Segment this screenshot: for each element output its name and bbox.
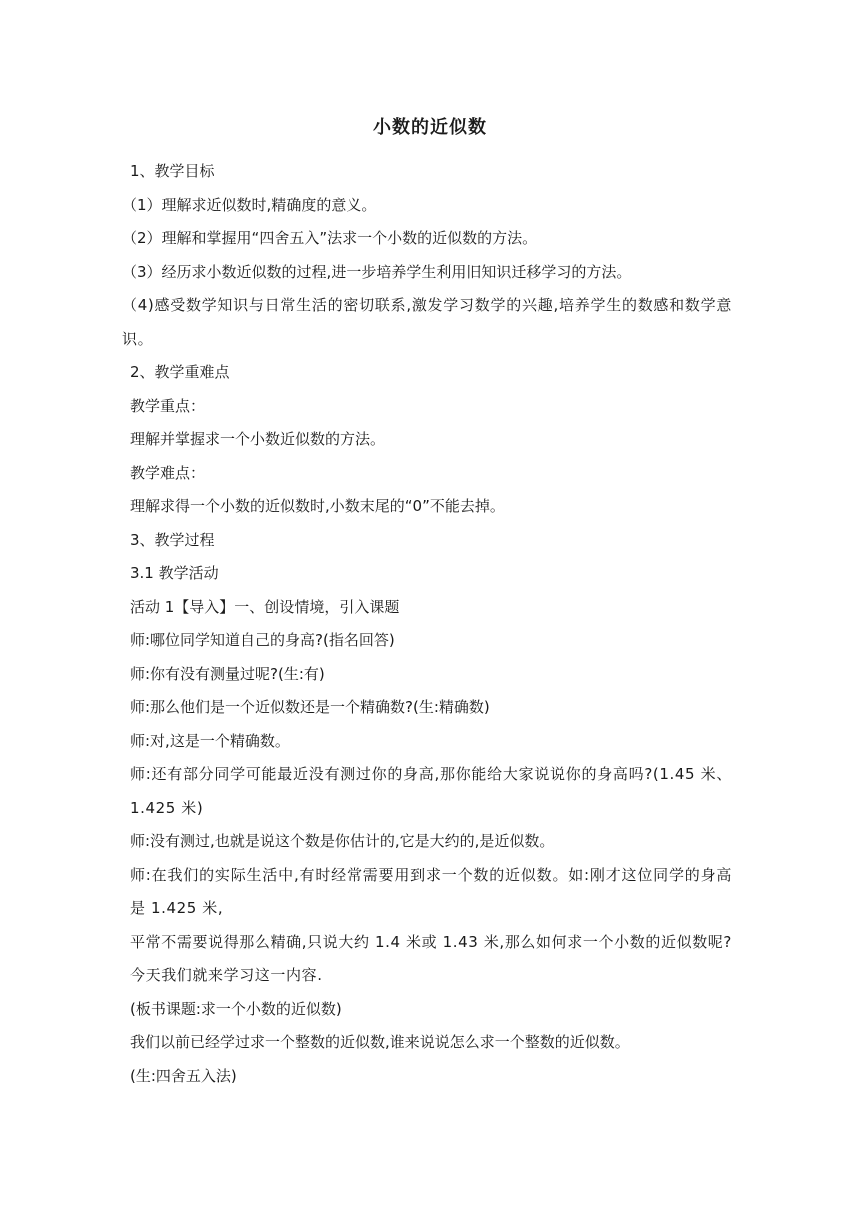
key-point-label: 教学重点： xyxy=(130,396,206,415)
section-heading-process: 3、教学过程 xyxy=(130,530,215,549)
dialogue-line: 师:那么他们是一个近似数还是一个精确数?(生:精确数) xyxy=(130,698,490,716)
student-answer: (生:四舍五入法) xyxy=(130,1066,237,1085)
difficulty-label: 教学难点： xyxy=(130,463,206,482)
dialogue-line: 师:还有部分同学可能最近没有测过你的身高,那你能给大家说说你的身高吗?(1.45 米、1.425 米) xyxy=(130,765,732,817)
subsection-heading-activities: 3.1 教学活动 xyxy=(130,564,219,582)
objective-item-4: （4)感受数学知识与日常生活的密切联系,激发学习数学的兴趣,培养学生的数感和数学意识。 xyxy=(122,296,732,348)
objective-item-1: （1）理解求近似数时,精确度的意义。 xyxy=(122,195,377,214)
objective-item-2: （2）理解和掌握用“四舍五入”法求一个小数的近似数的方法。 xyxy=(122,229,538,247)
document-body xyxy=(122,155,732,1093)
dialogue-line: 师:在我们的实际生活中,有时经常需要用到求一个数的近似数。如:刚才这位同学的身高是 1.425 米, xyxy=(130,865,732,917)
dialogue-line: 师:没有测过,也就是说这个数是你估计的,它是大约的,是近似数。 xyxy=(130,832,555,850)
dialogue-line: 师:哪位同学知道自己的身高?(指名回答) xyxy=(130,631,395,649)
objective-item-3: （3）经历求小数近似数的过程,进一步培养学生利用旧知识迁移学习的方法。 xyxy=(122,262,632,281)
section-heading-key-points: 2、教学重难点 xyxy=(130,363,230,381)
dialogue-line: 平常不需要说得那么精确,只说大约 1.4 米或 1.43 米,那么如何求一个小数的近似数呢?今天我们就来学习这一内容. xyxy=(130,932,732,984)
section-heading-objectives: 1、教学目标 xyxy=(130,162,215,180)
dialogue-line: 师:你有没有测量过呢?(生:有) xyxy=(130,664,325,683)
dialogue-line: 师:对,这是一个精确数。 xyxy=(130,731,290,750)
key-point-text: 理解并掌握求一个小数近似数的方法。 xyxy=(130,430,386,448)
board-topic-note: (板书课题:求一个小数的近似数) xyxy=(130,999,342,1018)
document-title: 小数的近似数 xyxy=(373,117,487,138)
difficulty-text: 理解求得一个小数的近似数时,小数末尾的“0”不能去掉。 xyxy=(130,497,505,515)
activity-1-heading: 活动 1【导入】一、创设情境，引入课题 xyxy=(130,597,400,616)
dialogue-line: 我们以前已经学过求一个整数的近似数,谁来说说怎么求一个整数的近似数。 xyxy=(130,1033,630,1051)
